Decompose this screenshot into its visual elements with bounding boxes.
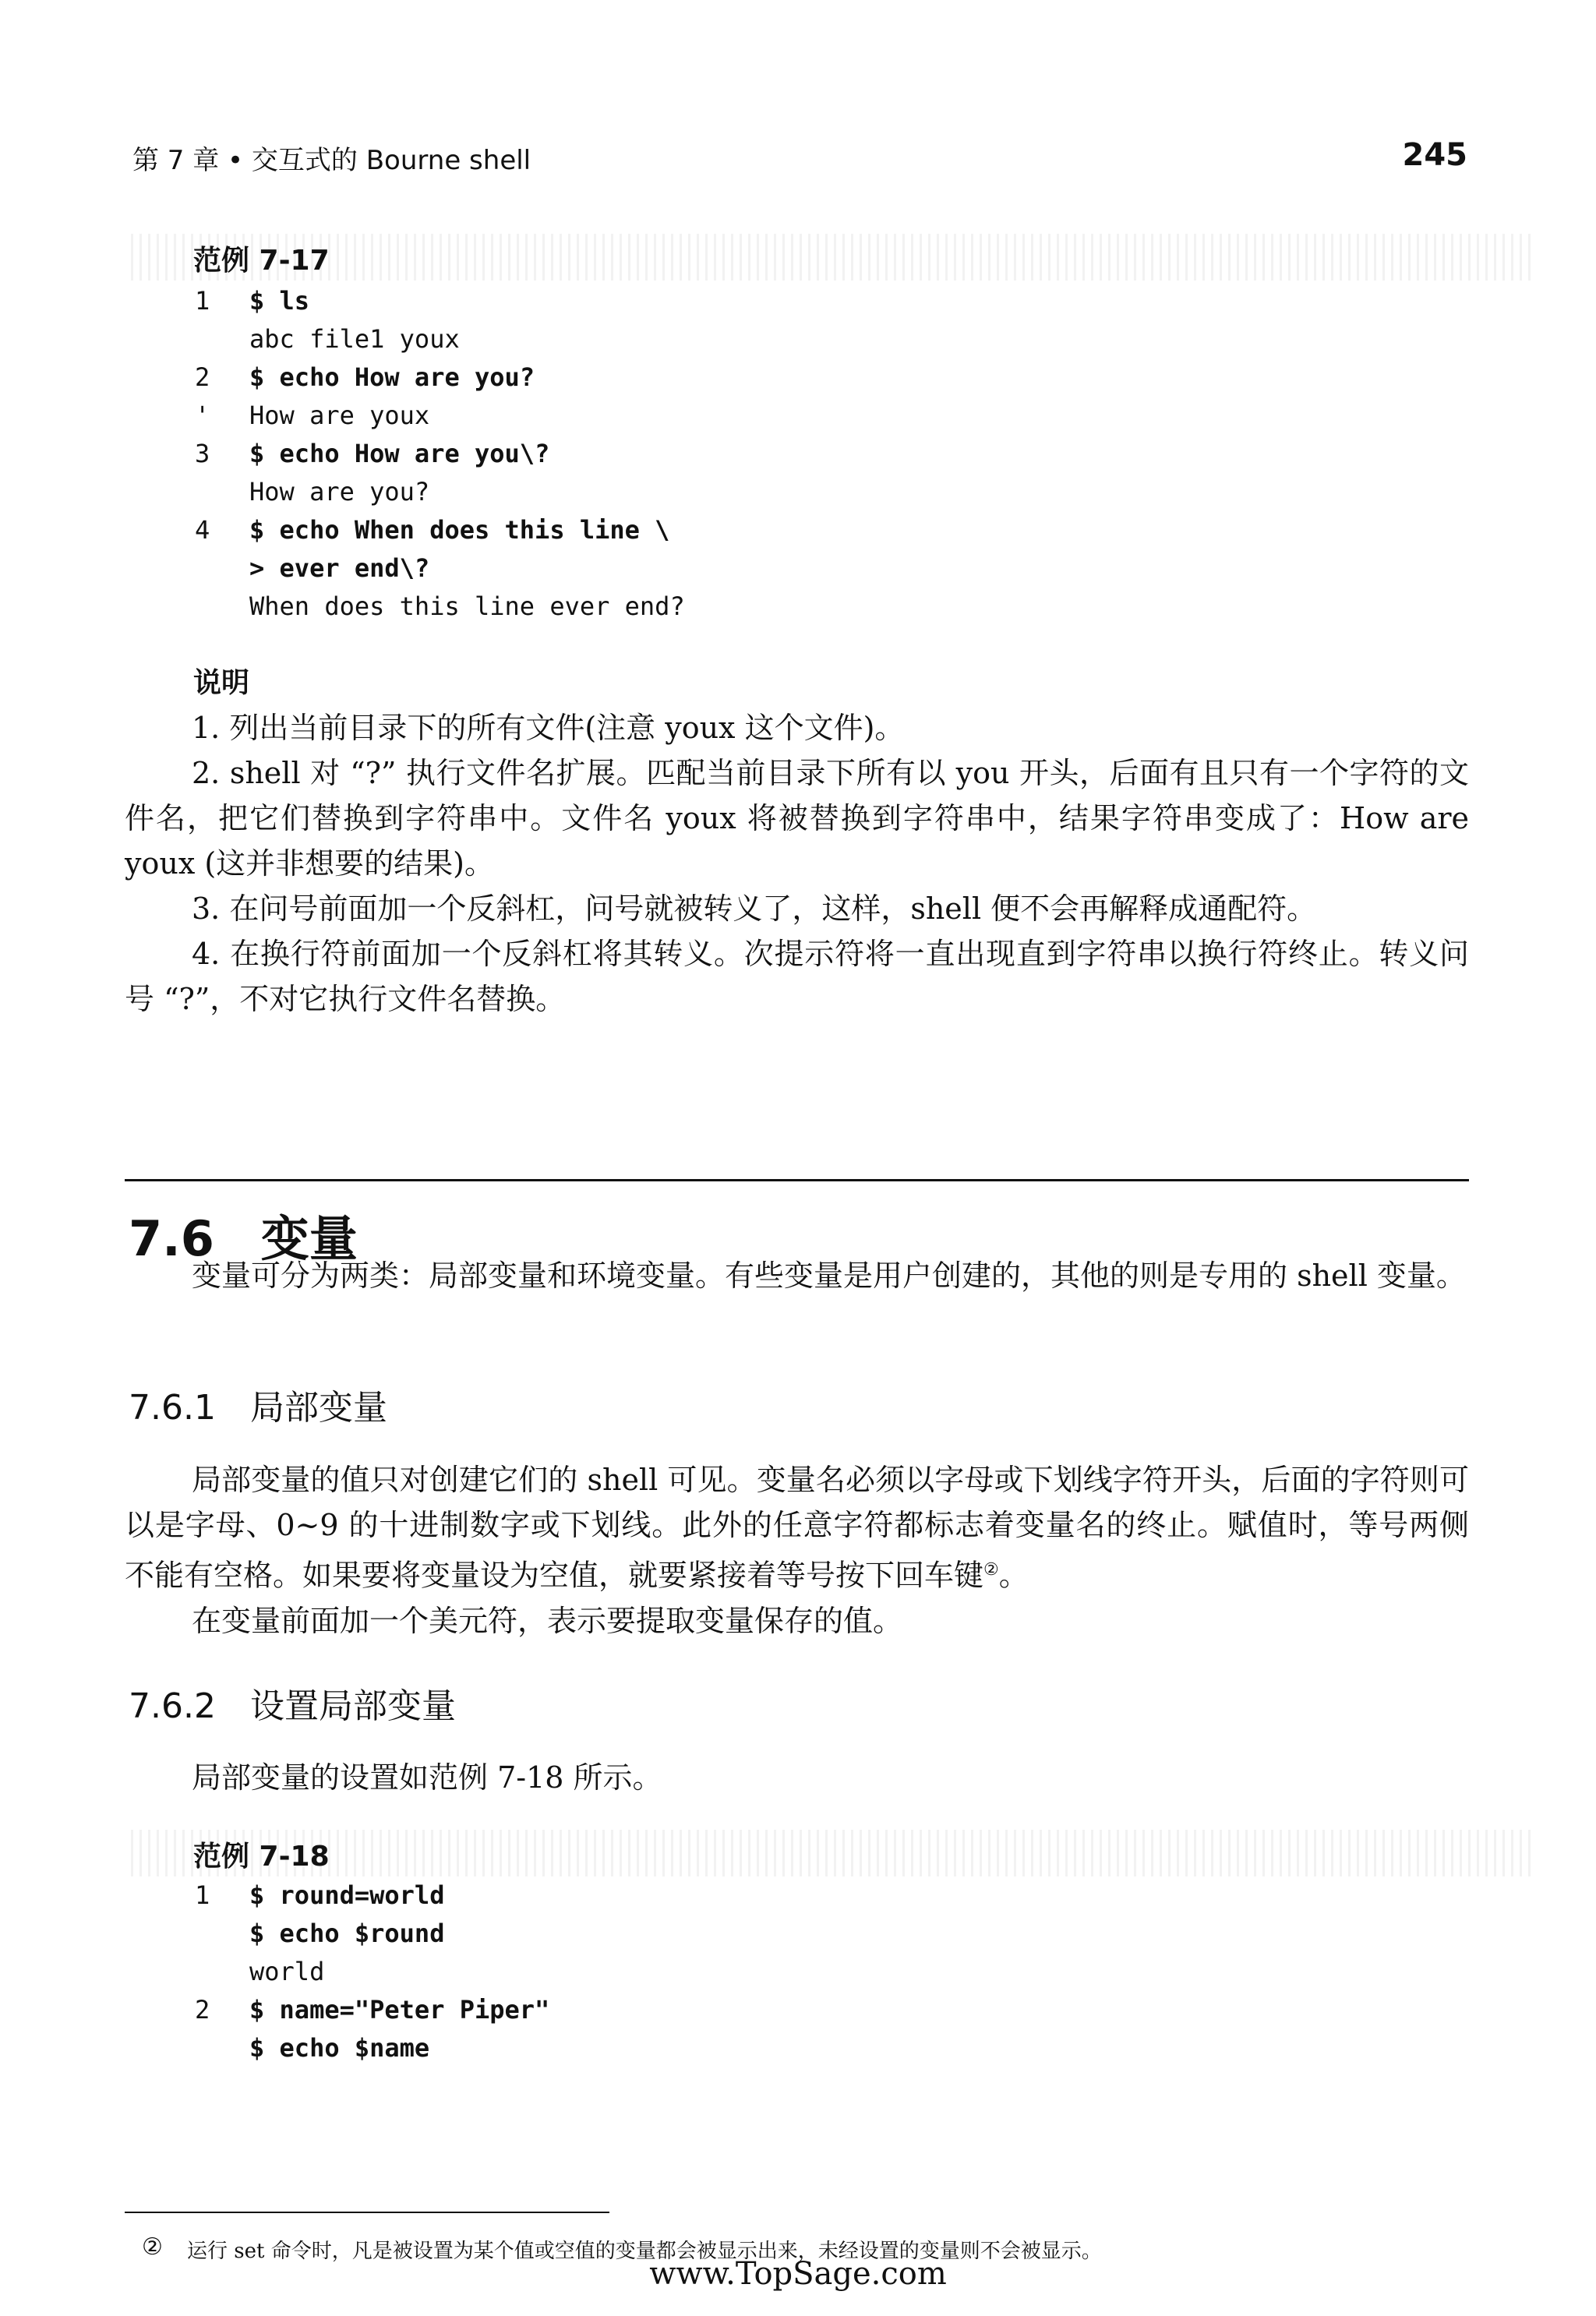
code-line	[195, 511, 685, 549]
code-line	[195, 435, 685, 473]
subsection-number: 7.6.2	[129, 1686, 216, 1726]
line-number: 2	[195, 1995, 210, 2025]
subsection-name: 局部变量	[249, 1388, 387, 1428]
command-text: $ name="Peter Piper"	[249, 1995, 550, 2025]
code-line	[195, 320, 685, 358]
subsection-7-6-1-title	[129, 1379, 387, 1429]
page-number: 245	[1402, 137, 1467, 173]
paragraph-end: 。	[998, 1558, 1029, 1593]
code-line	[195, 358, 685, 397]
code-line	[195, 588, 685, 626]
example-18-code	[195, 1876, 549, 2067]
line-number: 4	[195, 515, 210, 545]
line-number	[195, 588, 249, 626]
local-variable-paragraph	[125, 1457, 1469, 1598]
code-line	[195, 473, 685, 511]
line-number	[195, 549, 249, 588]
output-text: world	[249, 1957, 325, 1986]
explanation-item: 4. 在换行符前面加一个反斜杠将其转义。次提示符将一直出现直到字符串以换行符终止。转义问号 “?”，不对它执行文件名替换。	[125, 937, 1469, 1016]
command-text: $ echo When does this line \	[249, 515, 670, 545]
paragraph-text: 局部变量的值只对创建它们的 shell 可见。变量名必须以字母或下划线字符开头，后面的字符则可以是字母、0~9 的十进制数字或下划线。此外的任意字符都标志着变量名的终止。赋值时，等号两侧不能有空格。如果要将变量设为空值，就要紧接着等号按下回车键	[125, 1463, 1469, 1593]
section-divider	[125, 1179, 1469, 1181]
section-intro	[125, 1253, 1469, 1298]
section-intro-text: 变量可分为两类：局部变量和环境变量。有些变量是用户创建的，其他的则是专用的 shell 变量。	[192, 1259, 1466, 1293]
line-number: '	[195, 401, 210, 430]
subsection-name: 设置局部变量	[249, 1686, 456, 1726]
section-name: 变量	[260, 1210, 358, 1267]
code-line	[195, 2029, 549, 2067]
dollar-sign-paragraph: 在变量前面加一个美元符，表示要提取变量保存的值。	[192, 1603, 903, 1638]
example-17-code	[195, 282, 685, 626]
line-number	[195, 1915, 249, 1953]
chapter-title: 第 7 章 • 交互式的 Bourne shell	[132, 145, 531, 176]
command-text: $ ls	[249, 286, 310, 316]
footnote-mark: ②	[142, 2233, 163, 2261]
line-number	[195, 473, 249, 511]
footnote-text: 运行 set 命令时，凡是被设置为某个值或空值的变量都会被显示出来，未经设置的变量则不会被显示。	[187, 2240, 1102, 2263]
footnote-divider	[125, 2212, 609, 2213]
command-text: > ever end\?	[249, 553, 430, 583]
example-18-title: 范例 7-18	[193, 1834, 330, 1874]
line-number	[195, 320, 249, 358]
code-line	[195, 397, 685, 435]
code-line	[195, 1991, 549, 2029]
command-text: $ echo How are you\?	[249, 439, 550, 468]
line-number	[195, 1953, 249, 1991]
footnote-reference[interactable]: ②	[983, 1560, 999, 1580]
output-text: abc file1 youx	[249, 324, 460, 354]
output-text: When does this line ever end?	[249, 591, 685, 621]
explanation-heading: 说明	[193, 667, 250, 699]
explanation-item: 3. 在问号前面加一个反斜杠，问号就被转义了，这样，shell 便不会再解释成通配符。	[192, 891, 1317, 926]
command-text: $ echo How are you?	[249, 362, 535, 392]
line-number	[195, 2029, 249, 2067]
line-number: 2	[195, 362, 210, 392]
page-header	[132, 139, 1467, 178]
subsection-7-6-1-text	[125, 1457, 1469, 1643]
code-line	[195, 1915, 549, 1953]
explanation-item: 1. 列出当前目录下的所有文件(注意 youx 这个文件)。	[192, 711, 905, 745]
explanation-item: 2. shell 对 “?” 执行文件名扩展。匹配当前目录下所有以 you 开头，后面有且只有一个字符的文件名，把它们替换到字符串中。文件名 youx 将被替换到字符串中，结果字符串变成了：How are youx (这并非想要的结果)。	[125, 756, 1469, 881]
code-line	[195, 1953, 549, 1991]
watermark-url[interactable]: www.TopSage.com	[649, 2256, 947, 2292]
code-line	[195, 282, 685, 320]
command-text: $ round=world	[249, 1880, 445, 1910]
output-text: How are youx	[249, 401, 430, 430]
line-number: 1	[195, 286, 210, 316]
subsection-7-6-2-text	[125, 1755, 1469, 1800]
code-line	[195, 1876, 549, 1915]
command-text: $ echo $round	[249, 1919, 445, 1948]
code-line	[195, 549, 685, 588]
subsection-number: 7.6.1	[129, 1388, 216, 1428]
section-number: 7.6	[129, 1210, 214, 1267]
line-number: 3	[195, 439, 210, 468]
output-text: How are you?	[249, 477, 430, 507]
subsection-7-6-2-title	[129, 1678, 456, 1728]
explanation-text	[125, 705, 1469, 1022]
line-number: 1	[195, 1880, 210, 1910]
setting-variable-paragraph: 局部变量的设置如范例 7-18 所示。	[192, 1760, 662, 1795]
command-text: $ echo $name	[249, 2033, 430, 2063]
example-17-title: 范例 7-17	[193, 238, 330, 278]
